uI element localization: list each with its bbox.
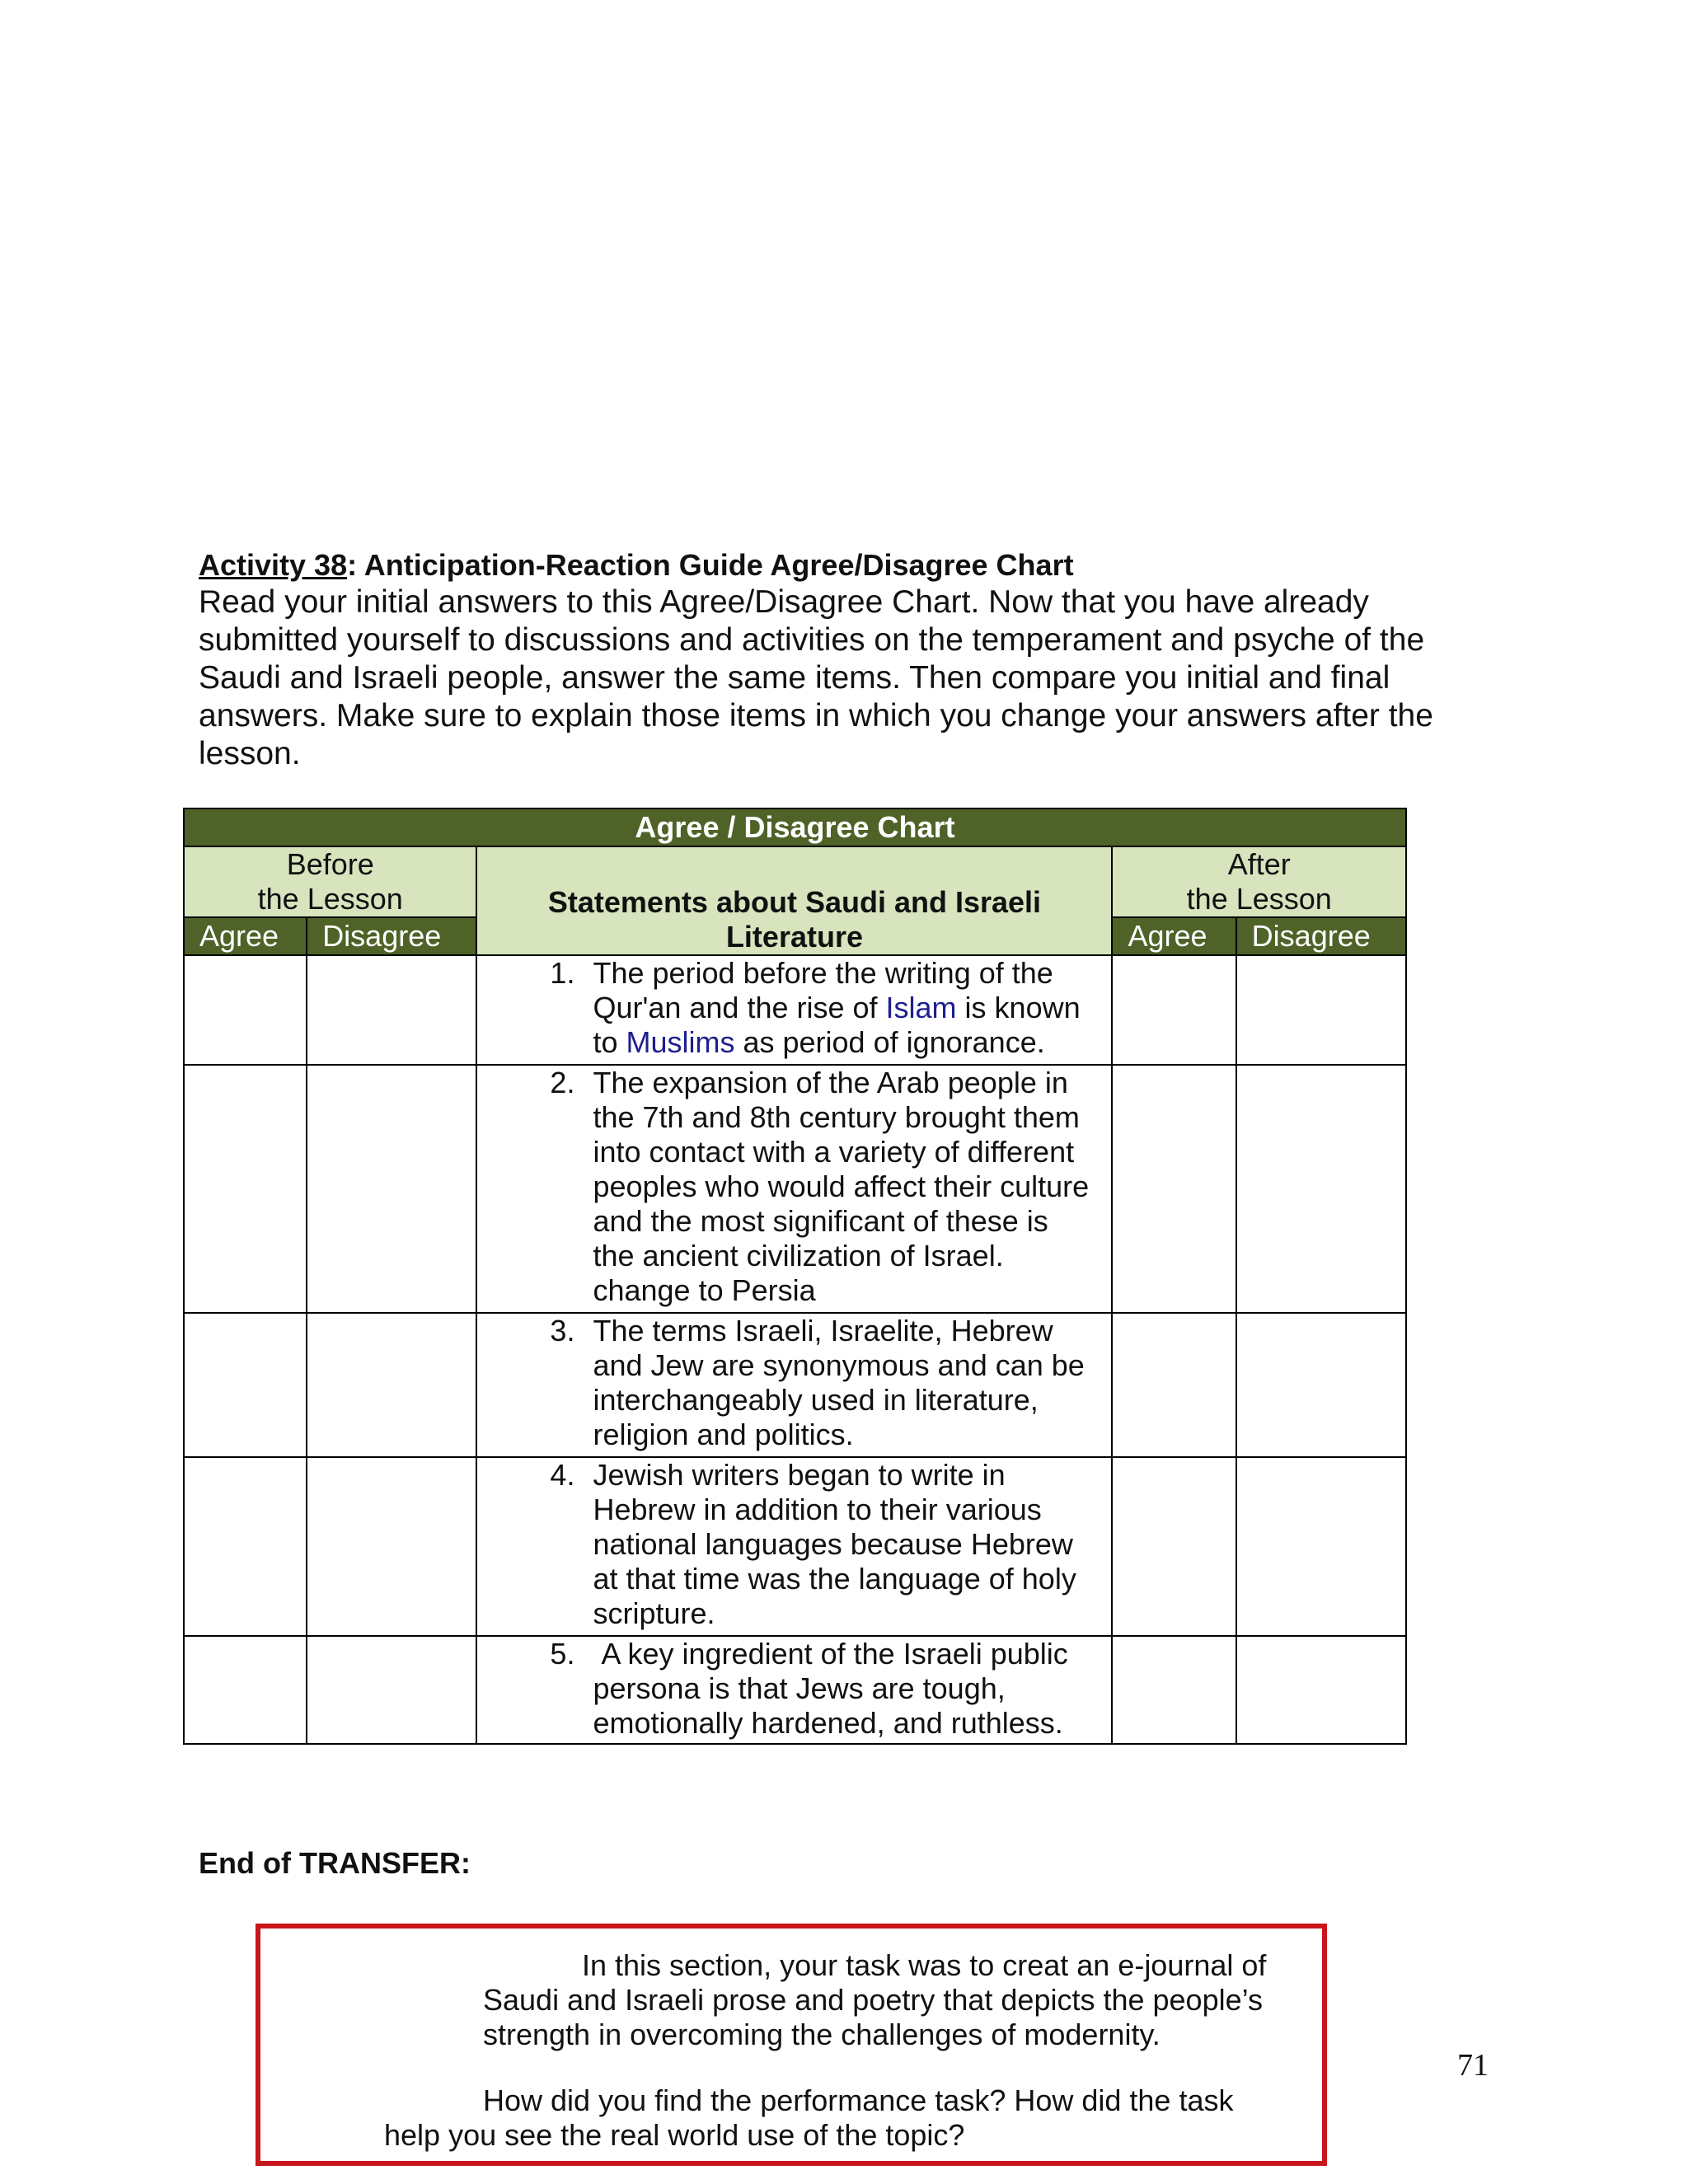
chart-title: Agree / Disagree Chart xyxy=(184,808,1406,846)
statement-cell xyxy=(476,1065,1112,1313)
after-agree-cell[interactable] xyxy=(1112,1636,1236,1744)
before-agree-cell[interactable] xyxy=(184,1457,307,1636)
before-disagree-cell[interactable] xyxy=(307,955,476,1065)
reflection-box xyxy=(256,1924,1327,2166)
after-agree-cell[interactable] xyxy=(1112,1313,1236,1457)
before-disagree-cell[interactable] xyxy=(307,1457,476,1636)
before-disagree-cell[interactable] xyxy=(307,1065,476,1313)
statement-text: The terms Israeli, Israelite, Hebrew and Jew are synonymous and can be interchangeably used in literature, religion and politics. xyxy=(593,1314,1085,1451)
after-agree-cell[interactable] xyxy=(1112,1457,1236,1636)
table-row xyxy=(184,1457,1406,1636)
after-disagree-cell[interactable] xyxy=(1236,1313,1406,1457)
page-number: 71 xyxy=(1457,2048,1489,2083)
before-disagree-cell[interactable] xyxy=(307,1313,476,1457)
after-label-line1: After xyxy=(1227,847,1291,881)
after-agree-cell[interactable] xyxy=(1112,1065,1236,1313)
after-label-line2: the Lesson xyxy=(1186,882,1332,916)
before-disagree-cell[interactable] xyxy=(307,1636,476,1744)
table-row xyxy=(184,1313,1406,1457)
activity-heading xyxy=(199,547,1501,583)
statement-number: 2. xyxy=(550,1066,575,1099)
statement-cell xyxy=(476,1457,1112,1636)
statements-header: Statements about Saudi and Israeli Literature xyxy=(476,846,1112,955)
statement-cell xyxy=(476,955,1112,1065)
before-agree-cell[interactable] xyxy=(184,1636,307,1744)
activity-title: : Anticipation-Reaction Guide Agree/Disagree Chart xyxy=(347,548,1074,582)
after-agree-cell[interactable] xyxy=(1112,955,1236,1065)
agree-disagree-chart xyxy=(183,808,1407,1745)
activity-number: Activity 38 xyxy=(199,548,348,582)
after-agree-header: Agree xyxy=(1112,917,1236,955)
statement-number: 5. xyxy=(550,1637,575,1671)
statement-text: The period before the writing of the Qur'an and the rise of Islam is known to Muslims as period of ignorance. xyxy=(593,956,1081,1059)
table-row xyxy=(184,955,1406,1065)
after-disagree-cell[interactable] xyxy=(1236,1065,1406,1313)
before-label-line1: Before xyxy=(286,847,374,881)
after-disagree-cell[interactable] xyxy=(1236,1457,1406,1636)
before-agree-header: Agree xyxy=(184,917,307,955)
statement-cell xyxy=(476,1313,1112,1457)
before-agree-cell[interactable] xyxy=(184,955,307,1065)
islam-link[interactable]: Islam xyxy=(885,991,957,1024)
reflection-paragraph-2: How did you find the performance task? How did the task help you see the real world use of the topic? xyxy=(384,2083,1234,2152)
statement-number: 1. xyxy=(550,956,575,990)
activity-instructions: Read your initial answers to this Agree/Disagree Chart. Now that you have already submitted yourself to discussions and activities on the temperament and psyche of the Saudi and Israeli people, answer the same items. Then compare you initial and final answers. Make sure to explain those items in which you change your answers after the lesson. xyxy=(199,584,1433,771)
statement-text: A key ingredient of the Israeli public persona is that Jews are tough, emotionally hardened, and ruthless. xyxy=(593,1637,1076,1740)
end-transfer-label: End of TRANSFER: xyxy=(199,1846,471,1880)
before-agree-cell[interactable] xyxy=(184,1065,307,1313)
muslims-link[interactable]: Muslims xyxy=(626,1025,735,1059)
statement-cell xyxy=(476,1636,1112,1744)
before-agree-cell[interactable] xyxy=(184,1313,307,1457)
before-lesson-header xyxy=(184,846,476,917)
after-disagree-header: Disagree xyxy=(1236,917,1406,955)
before-label-line2: the Lesson xyxy=(257,882,403,916)
statement-number: 4. xyxy=(550,1458,575,1492)
after-disagree-cell[interactable] xyxy=(1236,955,1406,1065)
statement-number: 3. xyxy=(550,1314,575,1347)
statement-text: Jewish writers began to write in Hebrew in addition to their various national languages because Hebrew at that time was the language of holy scripture. xyxy=(593,1458,1076,1630)
before-disagree-header: Disagree xyxy=(307,917,476,955)
table-row xyxy=(184,1636,1406,1744)
statement-text: The expansion of the Arab people in the 7th and 8th century brought them into contact with a variety of different peoples who would affect their culture and the most significant of these is the ancient civilization of Israel. change to Persia xyxy=(593,1066,1090,1307)
after-disagree-cell[interactable] xyxy=(1236,1636,1406,1744)
table-row xyxy=(184,1065,1406,1313)
after-lesson-header xyxy=(1112,846,1406,917)
reflection-paragraph-1: In this section, your task was to creat an e-journal of Saudi and Israeli prose and poetry that depicts the people’s strength in overcoming the challenges of modernity. xyxy=(483,1948,1267,2051)
